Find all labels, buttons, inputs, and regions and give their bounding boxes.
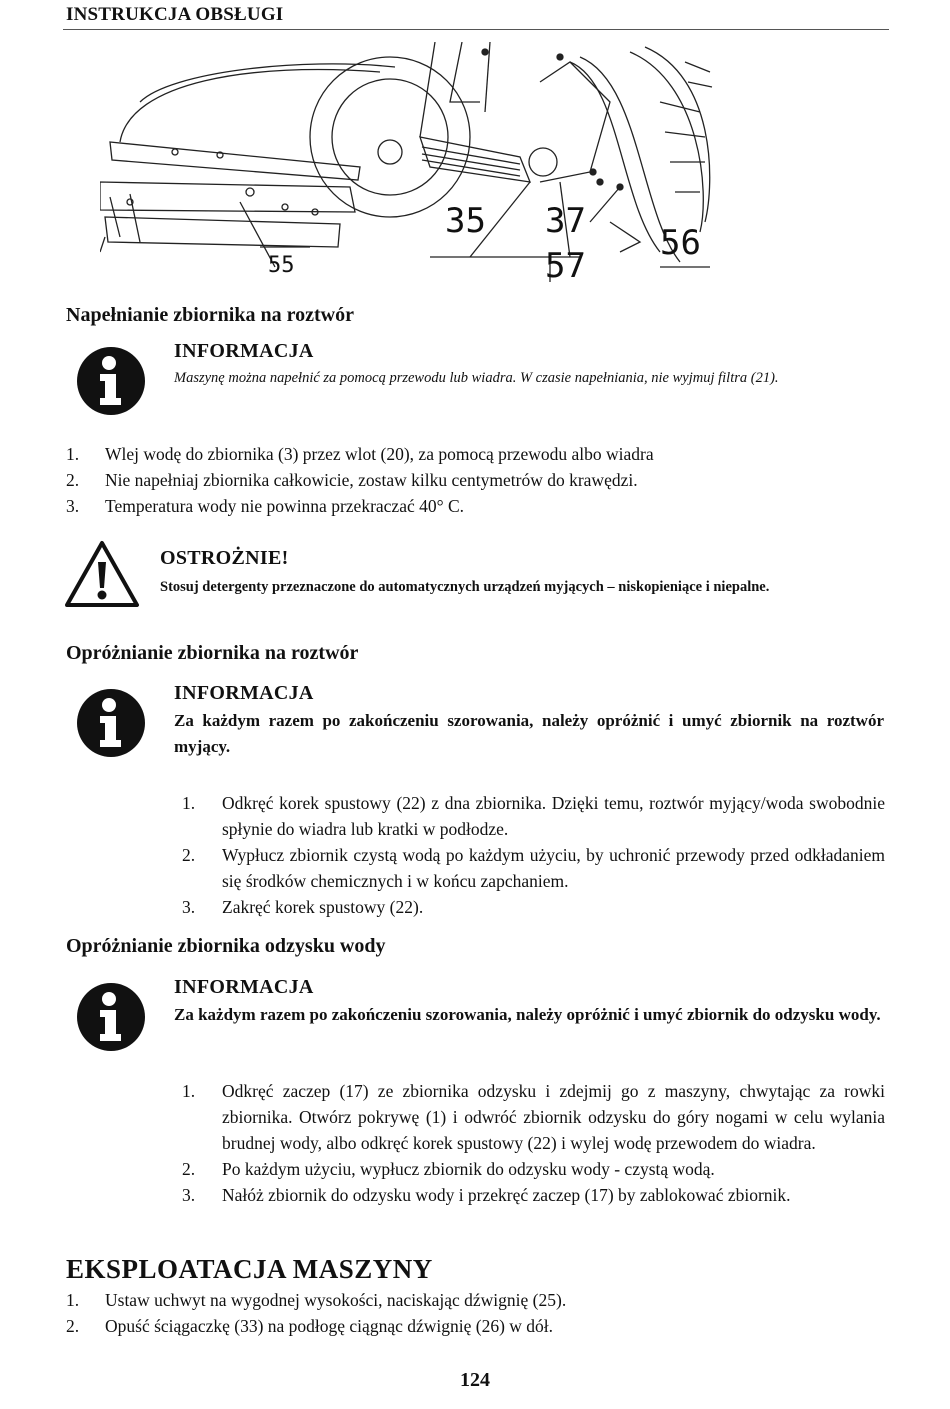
caution-title: OSTROŻNIE!	[160, 547, 289, 569]
list-item: 2. Po każdym użyciu, wypłucz zbiornik do odzysku wody - czystą wodą.	[182, 1159, 715, 1179]
section-heading-emptying-recovery: Opróżnianie zbiornika odzysku wody	[66, 935, 386, 957]
list-item: 2. Wypłucz zbiornik czystą wodą po każdym użyciu, by uchronić przewody przed odkładaniem się środków chemicznych i w końcu zapchaniem.	[182, 845, 885, 891]
callout-37: 37	[545, 201, 586, 241]
header-divider	[63, 29, 889, 30]
info-title: INFORMACJA	[174, 340, 314, 362]
callout-57: 57	[545, 246, 586, 286]
info-icon	[76, 982, 146, 1052]
list-item: 1. Ustaw uchwyt na wygodnej wysokości, naciskając dźwignię (25).	[66, 1290, 567, 1310]
callout-56: 56	[660, 223, 701, 263]
operation-steps	[66, 1287, 826, 1339]
machine-illustration	[100, 42, 715, 292]
emptying-recovery-steps	[182, 1078, 885, 1208]
info-title: INFORMACJA	[174, 682, 314, 704]
callout-35: 35	[445, 201, 486, 241]
emptying-solution-steps	[182, 790, 885, 920]
page-number: 124	[460, 1369, 490, 1391]
info-text: Za każdym razem po zakończeniu szorowania, należy opróżnić i umyć zbiornik na roztwór myjący.	[174, 711, 884, 756]
info-text: Za każdym razem po zakończeniu szorowania, należy opróżnić i umyć zbiornik do odzysku wody.	[174, 1005, 881, 1024]
info-icon	[76, 346, 146, 416]
info-text: Maszynę można napełnić za pomocą przewodu lub wiadra. W czasie napełniania, nie wyjmuj filtra (21).	[174, 370, 779, 386]
section-heading-filling: Napełnianie zbiornika na roztwór	[66, 304, 354, 326]
caution-text: Stosuj detergenty przeznaczone do automatycznych urządzeń myjących – niskopieniące i niepalne.	[160, 579, 770, 595]
warning-icon	[64, 540, 140, 608]
section-heading-emptying-solution: Opróżnianie zbiornika na roztwór	[66, 642, 359, 664]
list-item: 2. Opuść ściągaczkę (33) na podłogę ciągnąc dźwignię (26) w dół.	[66, 1316, 554, 1336]
list-item: 1. Odkręć zaczep (17) ze zbiornika odzysku i zdejmij go z maszyny, chwytając za rowki zbiornika. Otwórz pokrywę (1) i odwróć zbiornik odzysku do góry nogami w celu wylania brudnej wody, albo odkręć korek spustowy (22) i wylej wodę przewodem do wiadra.	[182, 1081, 885, 1153]
callout-55: 55	[268, 253, 295, 278]
filling-steps	[66, 441, 826, 519]
list-item: 3. Temperatura wody nie powinna przekraczać 40° C.	[66, 496, 465, 516]
list-item: 3. Nałóż zbiornik do odzysku wody i przekręć zaczep (17) by zablokować zbiornik.	[182, 1185, 791, 1205]
info-title: INFORMACJA	[174, 976, 314, 998]
header-title: INSTRUKCJA OBSŁUGI	[66, 4, 284, 25]
list-item: 2. Nie napełniaj zbiornika całkowicie, zostaw kilku centymetrów do krawędzi.	[66, 470, 638, 490]
list-item: 1. Odkręć korek spustowy (22) z dna zbiornika. Dzięki temu, roztwór myjący/woda swobodnie spłynie do wiadra lub kratki w podłodze.	[182, 793, 885, 839]
list-item: 1. Wlej wodę do zbiornika (3) przez wlot (20), za pomocą przewodu albo wiadra	[66, 444, 654, 464]
info-icon	[76, 688, 146, 758]
section-heading-operation: EKSPLOATACJA MASZYNY	[66, 1254, 433, 1284]
list-item: 3. Zakręć korek spustowy (22).	[182, 897, 424, 917]
